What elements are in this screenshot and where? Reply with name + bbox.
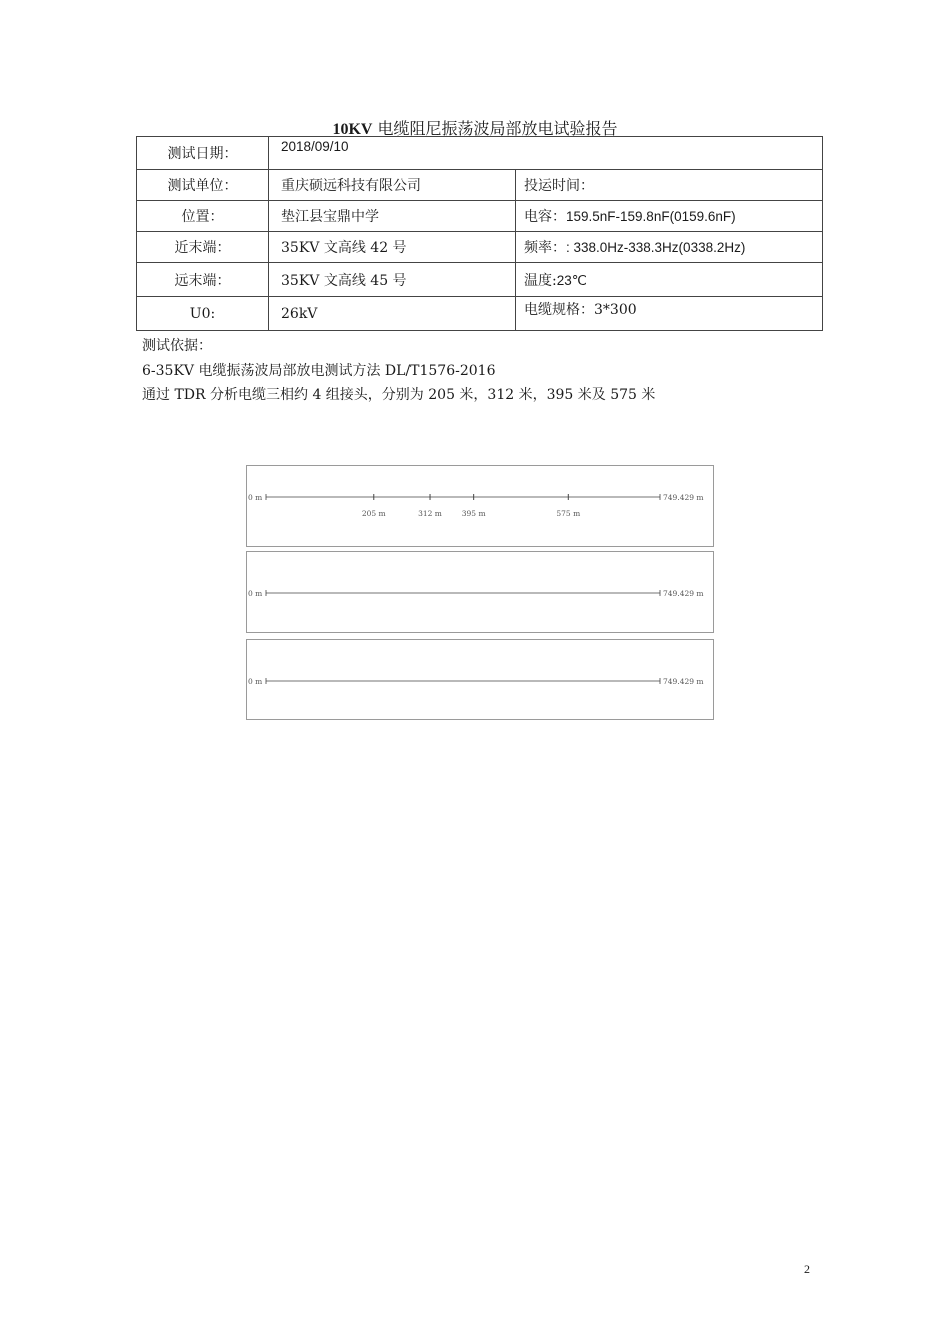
test-date-label: 测试日期： xyxy=(137,137,269,170)
commission-time-cell xyxy=(516,170,823,201)
test-unit-label: 测试单位： xyxy=(137,170,269,201)
far-end-value: 35KV 文高线 45 号 xyxy=(269,263,516,297)
tdr-plot-1 xyxy=(246,465,714,547)
joint-marker-label: 312 m xyxy=(418,509,442,518)
test-date-value: 2018/09/10 xyxy=(269,137,823,170)
cable-spec-label: 电缆规格： xyxy=(524,302,594,318)
far-end-label: 远末端： xyxy=(137,263,269,297)
tdr-start-label: 0 m xyxy=(248,493,263,502)
frequency-value: : 338.0Hz-338.3Hz(0338.2Hz) xyxy=(566,240,746,255)
info-table xyxy=(136,136,823,331)
tdr-plot-1-svg xyxy=(247,466,713,546)
tdr-plot-3-svg xyxy=(247,640,713,719)
temperature-label: 温度: xyxy=(524,272,557,289)
u0-label: U0: xyxy=(137,297,269,331)
temperature-value: 23℃ xyxy=(556,272,587,288)
page-number: 2 xyxy=(804,1262,810,1276)
table-row xyxy=(137,170,823,201)
tdr-plot-2 xyxy=(246,551,714,633)
joint-marker-label: 395 m xyxy=(461,509,486,518)
test-unit-value: 重庆硕远科技有限公司 xyxy=(269,170,516,201)
report-title: 10KV 电缆阻尼振荡波局部放电试验报告 xyxy=(332,119,618,138)
temperature-cell xyxy=(516,263,823,297)
basis-standard: 6-35KV 电缆振荡波局部放电测试方法 DL/T1576-2016 xyxy=(142,363,496,379)
joint-marker-label: 205 m xyxy=(361,509,386,518)
tdr-plot-2-svg xyxy=(247,552,713,632)
capacitance-cell xyxy=(516,201,823,232)
table-row xyxy=(137,201,823,232)
near-end-value: 35KV 文高线 42 号 xyxy=(269,232,516,263)
table-row xyxy=(137,232,823,263)
tdr-end-label: 749.429 m xyxy=(663,589,704,598)
near-end-label: 近末端： xyxy=(137,232,269,263)
table-row xyxy=(137,263,823,297)
capacitance-label: 电容： xyxy=(524,209,566,225)
basis-heading: 测试依据： xyxy=(142,338,212,354)
table-row xyxy=(137,297,823,331)
basis-tdr-note: 通过 TDR 分析电缆三相约 4 组接头，分别为 205 米，312 米，395 米及 575 米 xyxy=(142,387,656,403)
tdr-plot-3 xyxy=(246,639,714,720)
location-value: 垫江县宝鼎中学 xyxy=(269,201,516,232)
table-row xyxy=(137,137,823,170)
tdr-start-label: 0 m xyxy=(248,677,263,686)
cable-spec-cell xyxy=(516,297,823,331)
capacitance-value: 159.5nF-159.8nF(0159.6nF) xyxy=(566,209,736,224)
u0-value: 26kV xyxy=(269,297,516,331)
location-label: 位置： xyxy=(137,201,269,232)
tdr-end-label: 749.429 m xyxy=(663,677,704,686)
tdr-start-label: 0 m xyxy=(248,589,263,598)
cable-spec-value: 3*300 xyxy=(594,302,637,318)
joint-marker-label: 575 m xyxy=(556,509,581,518)
frequency-label: 频率： xyxy=(524,240,566,256)
tdr-end-label: 749.429 m xyxy=(663,493,704,502)
frequency-cell xyxy=(516,232,823,263)
commission-time-label: 投运时间： xyxy=(524,178,594,194)
